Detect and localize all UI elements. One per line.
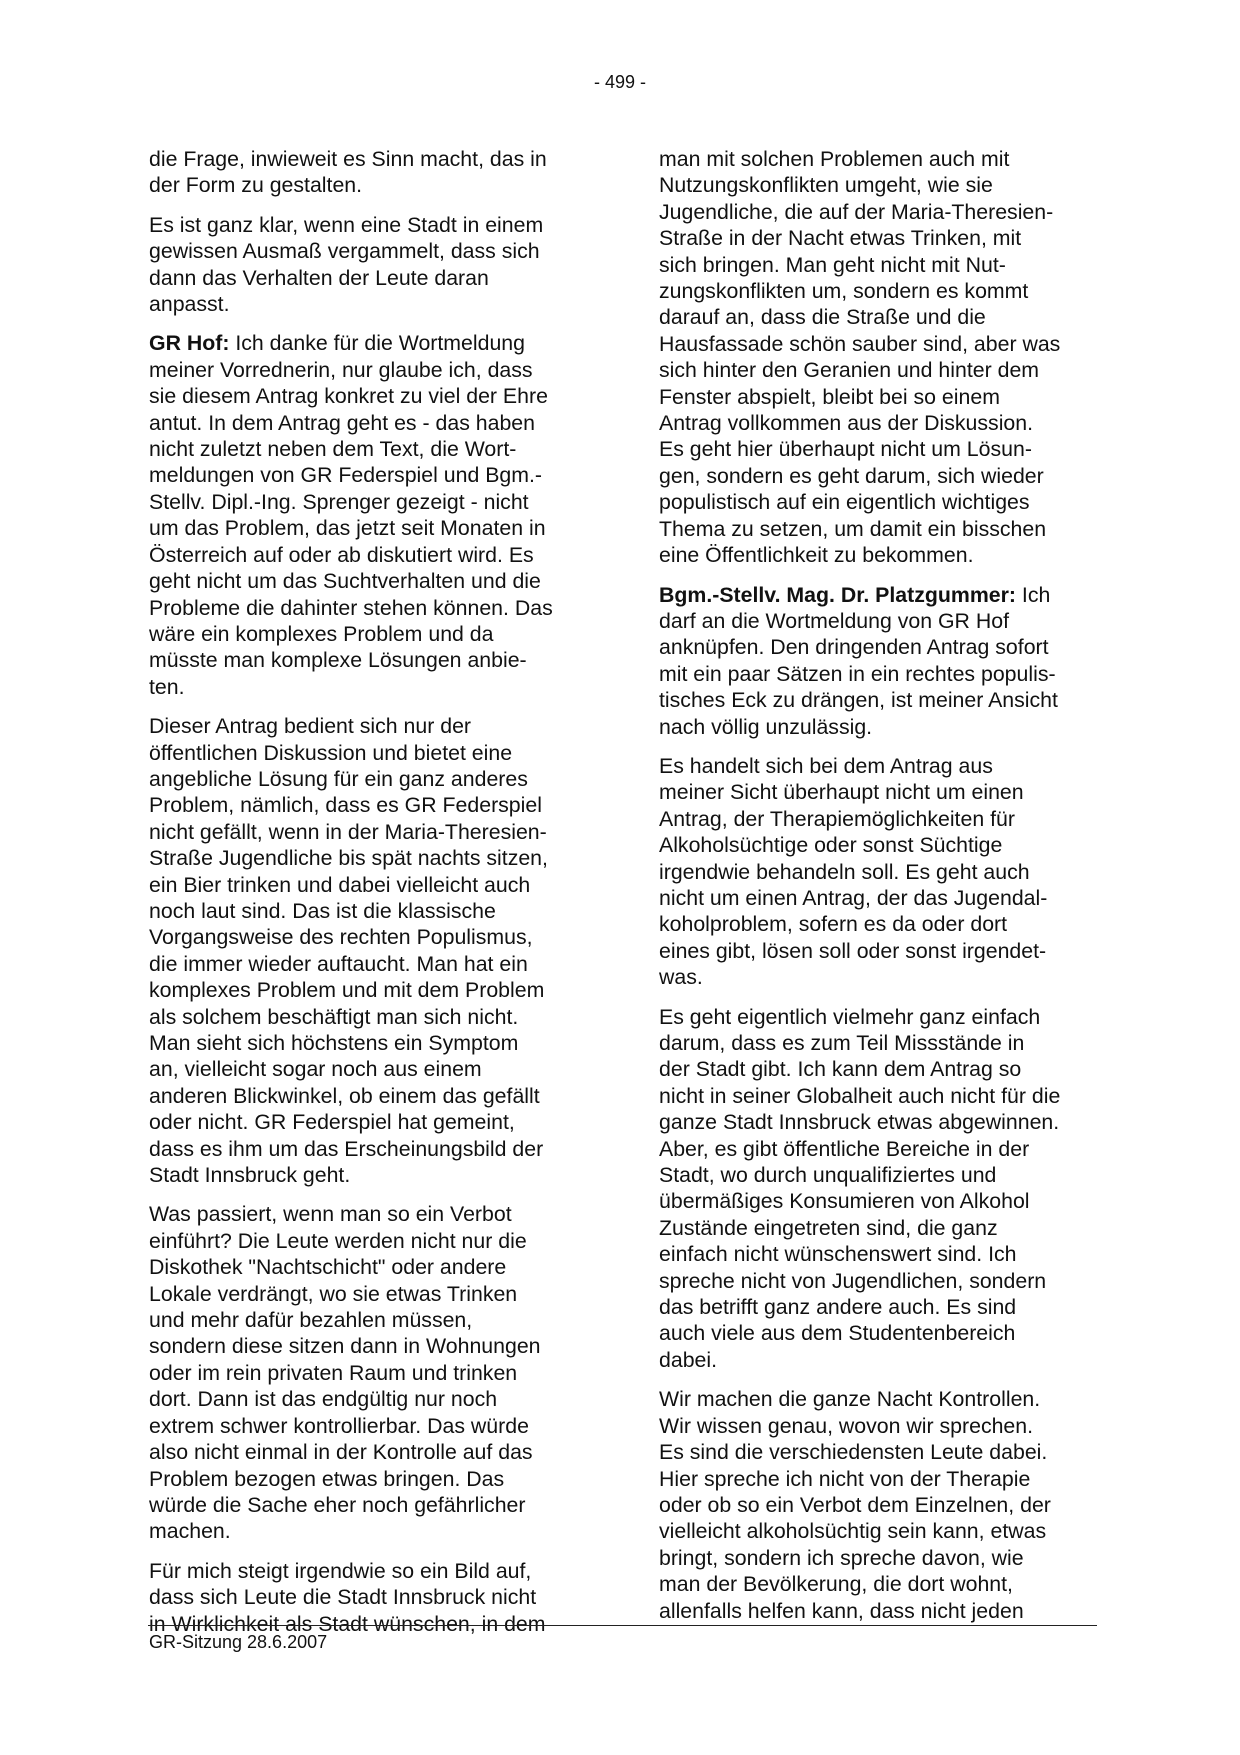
text-line — [149, 489, 595, 515]
text-line — [659, 172, 1105, 198]
text-line — [659, 1545, 1105, 1571]
line-text: man der Bevölkerung, die dort wohnt, — [659, 1572, 1013, 1597]
text-line — [659, 1439, 1105, 1465]
text-line — [149, 265, 595, 291]
line-text: Hier spreche ich nicht von der Therapie — [659, 1466, 1031, 1491]
text-line — [659, 436, 1105, 462]
text-line — [659, 885, 1105, 911]
line-text: an, vielleicht sogar noch aus einem — [149, 1057, 482, 1082]
text-line — [149, 674, 595, 700]
line-text: meiner Sicht überhaupt nicht um einen — [659, 780, 1024, 805]
text-line — [659, 938, 1105, 964]
text-line — [149, 1228, 595, 1254]
line-text: nicht in seiner Globalheit auch nicht für die — [659, 1083, 1061, 1108]
text-line — [659, 1492, 1105, 1518]
line-text: nach völlig unzulässig. — [659, 714, 873, 739]
paragraph — [149, 146, 595, 199]
line-text: dabei. — [659, 1347, 718, 1372]
line-text: Es geht eigentlich vielmehr ganz einfach — [659, 1004, 1041, 1029]
line-text: machen. — [149, 1519, 231, 1544]
speaker-name: GR Hof: — [149, 331, 230, 356]
text-line — [149, 1333, 595, 1359]
text-line — [659, 1571, 1105, 1597]
line-text: Wir wissen genau, wovon wir sprechen. — [659, 1413, 1034, 1438]
text-line — [659, 199, 1105, 225]
line-text: dort. Dann ist das endgültig nur noch — [149, 1387, 498, 1412]
text-line — [149, 1466, 595, 1492]
text-line — [149, 1558, 595, 1584]
line-text: Straße in der Nacht etwas Trinken, mit — [659, 226, 1022, 251]
text-line — [149, 436, 595, 462]
line-text: das betrifft ganz andere auch. Es sind — [659, 1295, 1017, 1320]
line-text: Fenster abspielt, bleibt bei so einem — [659, 384, 1000, 409]
line-text: extrem schwer kontrollierbar. Das würde — [149, 1413, 529, 1438]
page-number: - 499 - — [593, 72, 647, 92]
text-line — [149, 766, 595, 792]
line-text: in Wirklichkeit als Stadt wünschen, in dem — [149, 1611, 546, 1636]
line-text: sich bringen. Man geht nicht mit Nut- — [659, 252, 1006, 277]
text-line — [659, 1466, 1105, 1492]
line-text: übermäßiges Konsumieren von Alkohol — [659, 1189, 1030, 1214]
text-line — [659, 1109, 1105, 1135]
line-text: würde die Sache eher noch gefährlicher — [149, 1492, 526, 1517]
text-line — [659, 304, 1105, 330]
text-line — [659, 753, 1105, 779]
line-text: dann das Verhalten der Leute daran — [149, 265, 489, 290]
text-line — [149, 462, 595, 488]
text-line — [659, 146, 1105, 172]
paragraph — [659, 1004, 1105, 1374]
text-line — [149, 1584, 595, 1610]
text-line — [149, 740, 595, 766]
text-line — [659, 331, 1105, 357]
line-text: sie diesem Antrag konkret zu viel der Ehre — [149, 384, 548, 409]
text-line — [149, 898, 595, 924]
line-text: gen, sondern es geht darum, sich wieder — [659, 463, 1044, 488]
line-text: zungskonflikten um, sondern es kommt — [659, 279, 1029, 304]
line-text: angebliche Lösung für ein ganz anderes — [149, 766, 528, 791]
text-line — [149, 515, 595, 541]
text-line — [149, 924, 595, 950]
line-text: Hausfassade schön sauber sind, aber was — [659, 331, 1061, 356]
line-text: Aber, es gibt öffentliche Bereiche in der — [659, 1136, 1030, 1161]
line-text: Alkoholsüchtige oder sonst Süchtige — [659, 833, 1003, 858]
text-line — [149, 595, 595, 621]
text-line — [149, 819, 595, 845]
line-text: Probleme die dahinter stehen können. Das — [149, 595, 553, 620]
line-text: auch viele aus dem Studentenbereich — [659, 1321, 1016, 1346]
line-text: Antrag vollkommen aus der Diskussion. — [659, 411, 1034, 436]
line-text: die Frage, inwieweit es Sinn macht, das in — [149, 147, 547, 171]
text-line — [149, 410, 595, 436]
line-text: populistisch auf ein eigentlich wichtiges — [659, 490, 1030, 515]
line-text: oder nicht. GR Federspiel hat gemeint, — [149, 1110, 515, 1135]
text-line — [659, 1241, 1105, 1267]
line-text: komplexes Problem und mit dem Problem — [149, 978, 545, 1003]
line-text: allenfalls helfen kann, dass nicht jeden — [659, 1598, 1024, 1623]
text-line — [149, 792, 595, 818]
paragraph — [659, 1386, 1105, 1624]
text-line — [659, 1386, 1105, 1412]
text-line — [149, 1056, 595, 1082]
line-text: oder ob so ein Verbot dem Einzelnen, der — [659, 1492, 1051, 1517]
text-line — [659, 806, 1105, 832]
line-text: spreche nicht von Jugendlichen, sondern — [659, 1268, 1047, 1293]
line-text: gewissen Ausmaß vergammelt, dass sich — [149, 239, 540, 264]
text-line — [149, 647, 595, 673]
line-text: bringt, sondern ich spreche davon, wie — [659, 1545, 1024, 1570]
line-text: man mit solchen Problemen auch mit — [659, 147, 1010, 171]
line-text: ten. — [149, 674, 185, 699]
text-line — [659, 911, 1105, 937]
text-line — [659, 1268, 1105, 1294]
line-text: Für mich steigt irgendwie so ein Bild auf, — [149, 1558, 532, 1583]
line-text: ein Bier trinken und dabei vielleicht auch — [149, 872, 531, 897]
line-text: müsste man komplexe Lösungen anbie- — [149, 648, 527, 673]
text-line — [149, 1413, 595, 1439]
line-text: Nutzungskonflikten umgeht, wie sie — [659, 173, 993, 198]
text-line — [149, 330, 595, 356]
text-line — [149, 1492, 595, 1518]
line-text: anderen Blickwinkel, ob einem das gefällt — [149, 1083, 540, 1108]
text-line — [149, 1386, 595, 1412]
line-text: darauf an, dass die Straße und die — [659, 305, 986, 330]
text-line — [149, 172, 595, 198]
text-line — [149, 357, 595, 383]
line-text: Straße Jugendliche bis spät nachts sitzen, — [149, 846, 548, 871]
line-text: was. — [659, 965, 703, 990]
text-line — [659, 1162, 1105, 1188]
text-line — [149, 1439, 595, 1465]
text-line — [659, 634, 1105, 660]
line-text: Es geht hier überhaupt nicht um Lösun- — [659, 437, 1032, 462]
line-text: um das Problem, das jetzt seit Monaten in — [149, 516, 546, 541]
line-text: oder im rein privaten Raum und trinken — [149, 1360, 518, 1385]
paragraph — [659, 582, 1105, 740]
text-line — [659, 964, 1105, 990]
line-text: Jugendliche, die auf der Maria-Theresien- — [659, 199, 1054, 224]
text-line — [149, 1201, 595, 1227]
line-text: Problem, nämlich, dass es GR Federspiel — [149, 793, 542, 818]
line-text: der Stadt gibt. Ich kann dem Antrag so — [659, 1057, 1022, 1082]
speaker-name: Bgm.-Stellv. Mag. Dr. Platzgummer: — [659, 582, 1016, 607]
line-text: der Form zu gestalten. — [149, 173, 363, 198]
line-text: öffentlichen Diskussion und bietet eine — [149, 740, 513, 765]
line-text: als solchem beschäftigt man sich nicht. — [149, 1004, 519, 1029]
text-line — [659, 1056, 1105, 1082]
text-line — [659, 410, 1105, 436]
text-line — [149, 238, 595, 264]
text-line — [659, 1083, 1105, 1109]
text-line — [149, 1083, 595, 1109]
line-text: nicht gefällt, wenn in der Maria-Theresien- — [149, 819, 547, 844]
text-line — [149, 291, 595, 317]
text-line — [149, 713, 595, 739]
line-text: also nicht einmal in der Kontrolle auf das — [149, 1440, 533, 1465]
line-text: Stadt Innsbruck geht. — [149, 1163, 351, 1188]
line-text: tisches Eck zu drängen, ist meiner Ansicht — [659, 688, 1058, 713]
line-text: Ich danke für die Wortmeldung — [229, 331, 525, 356]
text-line — [149, 872, 595, 898]
text-line — [149, 1004, 595, 1030]
line-text: Stadt, wo durch unqualifiziertes und — [659, 1163, 997, 1188]
text-line — [149, 977, 595, 1003]
text-line — [149, 951, 595, 977]
paragraph — [659, 146, 1105, 569]
line-text: die immer wieder auftaucht. Man hat ein — [149, 951, 528, 976]
line-text: Problem bezogen etwas bringen. Das — [149, 1466, 505, 1491]
text-line — [149, 1162, 595, 1188]
line-text: Vorgangsweise des rechten Populismus, — [149, 925, 533, 950]
text-line — [659, 357, 1105, 383]
line-text: Es sind die verschiedensten Leute dabei. — [659, 1440, 1048, 1465]
text-line — [659, 225, 1105, 251]
text-line — [659, 687, 1105, 713]
paragraph — [149, 212, 595, 318]
text-line — [659, 1215, 1105, 1241]
text-line — [149, 1109, 595, 1135]
text-line — [149, 1307, 595, 1333]
text-line — [659, 859, 1105, 885]
line-text: darum, dass es zum Teil Missstände in — [659, 1031, 1025, 1055]
text-line — [659, 1136, 1105, 1162]
paragraph — [149, 713, 595, 1188]
line-text: Antrag, der Therapiemöglichkeiten für — [659, 806, 1015, 831]
line-text: geht nicht um das Suchtverhalten und die — [149, 569, 541, 594]
line-text: sondern diese sitzen dann in Wohnungen — [149, 1334, 541, 1359]
line-text: einführt? Die Leute werden nicht nur die — [149, 1228, 527, 1253]
text-line — [659, 1294, 1105, 1320]
line-text: vielleicht alkoholsüchtig sein kann, etwas — [659, 1519, 1047, 1544]
line-text: mit ein paar Sätzen in ein rechtes populis- — [659, 661, 1056, 686]
line-text: nicht zuletzt neben dem Text, die Wort- — [149, 437, 517, 462]
text-line — [659, 516, 1105, 542]
text-line — [659, 661, 1105, 687]
paragraph — [149, 1201, 595, 1544]
line-text: Es ist ganz klar, wenn eine Stadt in einem — [149, 212, 544, 237]
line-text: Man sieht sich höchstens ein Symptom — [149, 1031, 519, 1055]
text-line — [659, 1598, 1105, 1624]
line-text: Ich — [1015, 582, 1051, 607]
text-line — [149, 568, 595, 594]
text-line — [659, 278, 1105, 304]
text-line — [659, 252, 1105, 278]
text-line — [659, 779, 1105, 805]
footer-divider — [148, 1625, 1097, 1626]
line-text: Diskothek "Nachtschicht" oder andere — [149, 1255, 507, 1280]
line-text: Was passiert, wenn man so ein Verbot — [149, 1202, 512, 1227]
text-line — [659, 542, 1105, 568]
line-text: Österreich auf oder ab diskutiert wird. Es — [149, 542, 534, 567]
line-text: noch laut sind. Das ist die klassische — [149, 898, 496, 923]
line-text: Wir machen die ganze Nacht Kontrollen. — [659, 1387, 1041, 1412]
text-line — [149, 146, 595, 172]
line-text: Thema zu setzen, um damit ein bisschen — [659, 516, 1047, 541]
line-text: darf an die Wortmeldung von GR Hof — [659, 608, 1009, 633]
text-line — [149, 212, 595, 238]
line-text: eines gibt, lösen soll oder sonst irgendet- — [659, 938, 1047, 963]
text-line — [149, 1281, 595, 1307]
line-text: Lokale verdrängt, wo sie etwas Trinken — [149, 1281, 518, 1306]
text-line — [659, 1030, 1105, 1056]
line-text: und mehr dafür bezahlen müssen, — [149, 1308, 473, 1333]
paragraph — [659, 753, 1105, 991]
line-text: sich hinter den Geranien und hinter dem — [659, 358, 1040, 383]
line-text: eine Öffentlichkeit zu bekommen. — [659, 543, 974, 568]
paragraph — [149, 330, 595, 700]
text-line — [149, 1360, 595, 1386]
left-column — [149, 146, 595, 1650]
line-text: koholproblem, sofern es da oder dort — [659, 912, 1008, 937]
line-text: meldungen von GR Federspiel und Bgm.- — [149, 463, 543, 488]
line-text: dass es ihm um das Erscheinungsbild der — [149, 1136, 544, 1161]
line-text: meiner Vorrednerin, nur glaube ich, dass — [149, 357, 533, 382]
footer-session-date: GR-Sitzung 28.6.2007 — [149, 1632, 328, 1652]
line-text: Stellv. Dipl.-Ing. Sprenger gezeigt - nicht — [149, 489, 529, 514]
text-line — [149, 1136, 595, 1162]
line-text: anpasst. — [149, 292, 230, 317]
text-line — [659, 1413, 1105, 1439]
text-line — [659, 1004, 1105, 1030]
line-text: dass sich Leute die Stadt Innsbruck nicht — [149, 1585, 537, 1610]
text-line — [659, 1188, 1105, 1214]
text-line — [659, 608, 1105, 634]
line-text: einfach nicht wünschenswert sind. Ich — [659, 1242, 1017, 1267]
text-line — [149, 1518, 595, 1544]
text-line — [149, 542, 595, 568]
text-line — [659, 714, 1105, 740]
text-line — [149, 845, 595, 871]
text-line — [659, 1347, 1105, 1373]
text-line — [149, 383, 595, 409]
line-text: antut. In dem Antrag geht es - das haben — [149, 410, 535, 435]
text-line — [659, 832, 1105, 858]
text-line — [149, 1254, 595, 1280]
line-text: ganze Stadt Innsbruck etwas abgewinnen. — [659, 1110, 1060, 1135]
line-text: wäre ein komplexes Problem und da — [149, 621, 494, 646]
line-text: irgendwie behandeln soll. Es geht auch — [659, 859, 1030, 884]
text-line — [659, 384, 1105, 410]
line-text: anknüpfen. Den dringenden Antrag sofort — [659, 635, 1049, 660]
line-text: Zustände eingetreten sind, die ganz — [659, 1215, 998, 1240]
line-text: nicht um einen Antrag, der das Jugendal- — [659, 885, 1048, 910]
text-line — [659, 1320, 1105, 1346]
line-text: Es handelt sich bei dem Antrag aus — [659, 753, 993, 778]
text-line — [149, 1030, 595, 1056]
text-line — [149, 621, 595, 647]
text-line — [659, 489, 1105, 515]
text-line — [659, 582, 1105, 608]
right-column — [659, 146, 1105, 1637]
text-line — [659, 1518, 1105, 1544]
text-line — [659, 463, 1105, 489]
line-text: Dieser Antrag bedient sich nur der — [149, 714, 472, 739]
